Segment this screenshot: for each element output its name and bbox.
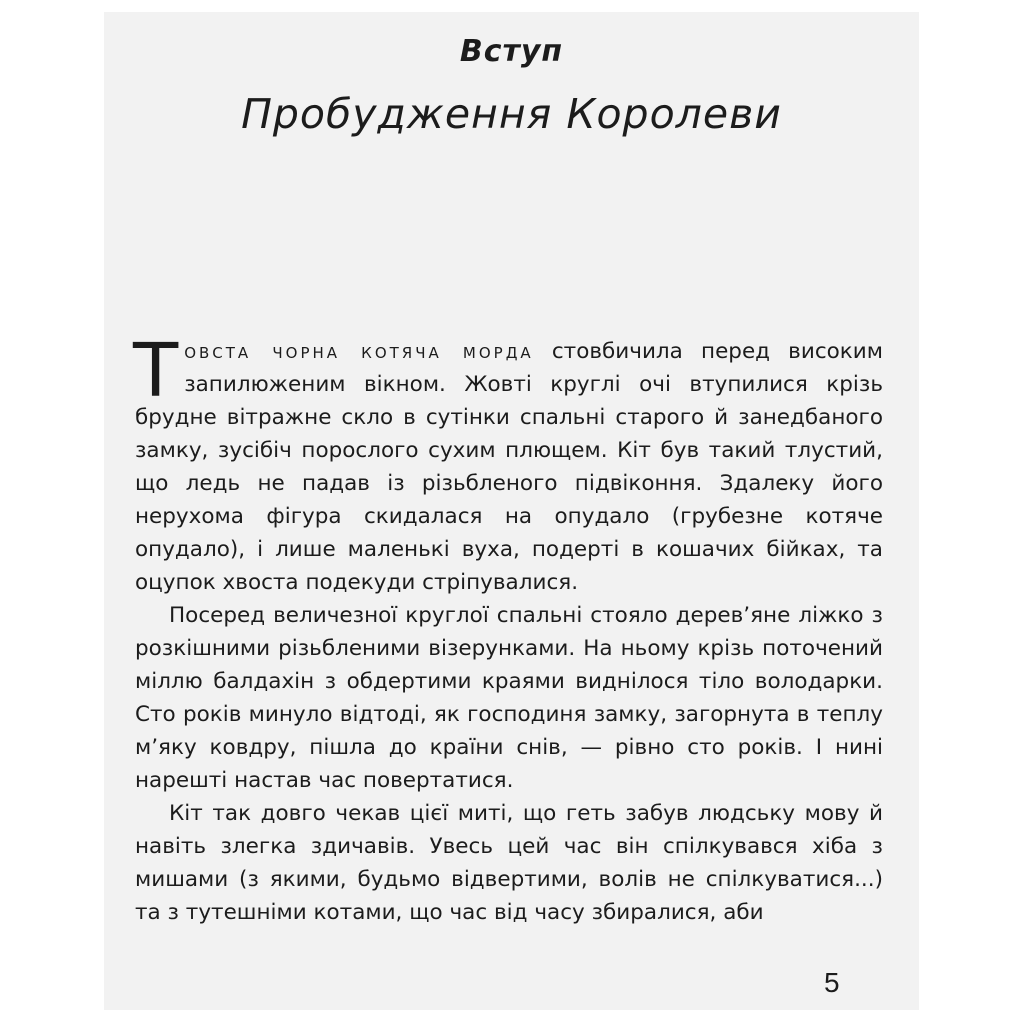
paragraph-1 [133,328,883,599]
drop-cap: Т [133,328,179,414]
paragraph-3: Кіт так довго чекав цієї миті, що геть забув людську мову й навіть злегка здичавів. Увесь цей час він спілкувався хіба з мишами (з якими, будьмо відвертими, волів не спілкуватися...) та з тутешніми котами, що час від часу збиралися, аби [135,801,883,925]
body-text [133,328,883,929]
paragraph-2: Посеред величезної круглої спальні стояло дерев’яне ліжко з розкішними різьбленими візерунками. На ньому крізь поточений міллю балдахін з обдертими краями виднілося тіло володарки. Сто років минуло відтоді, як господиня замку, загорнута в теплу м’яку ковдру, пішла до країни снів, — рівно сто років. І нині нарешті настав час повертатися. [135,603,883,793]
page-number: 5 [824,967,840,998]
chapter-title: Пробудження Королеви [241,90,782,138]
lead-in-text: овста чорна котяча морда [184,339,534,364]
chapter-label: Вступ [459,34,564,69]
paragraph-1-text: стовбичила перед високим запилюженим вікном. Жовті круглі очі втупилися крізь брудне вітражне скло в сутінки спальні старого й занедбаного замку, зусібіч порослого сухим плющем. Кіт був такий тлустий, що ледь не падав із різьбленого підвіконня. Здалеку його нерухома фігура скидалася на опудало (грубезне котяче опудало), і лише маленькі вуха, подерті в кошачих бійках, та оцупок хвоста подекуди стріпувалися. [135,339,883,595]
book-page [104,12,919,1010]
